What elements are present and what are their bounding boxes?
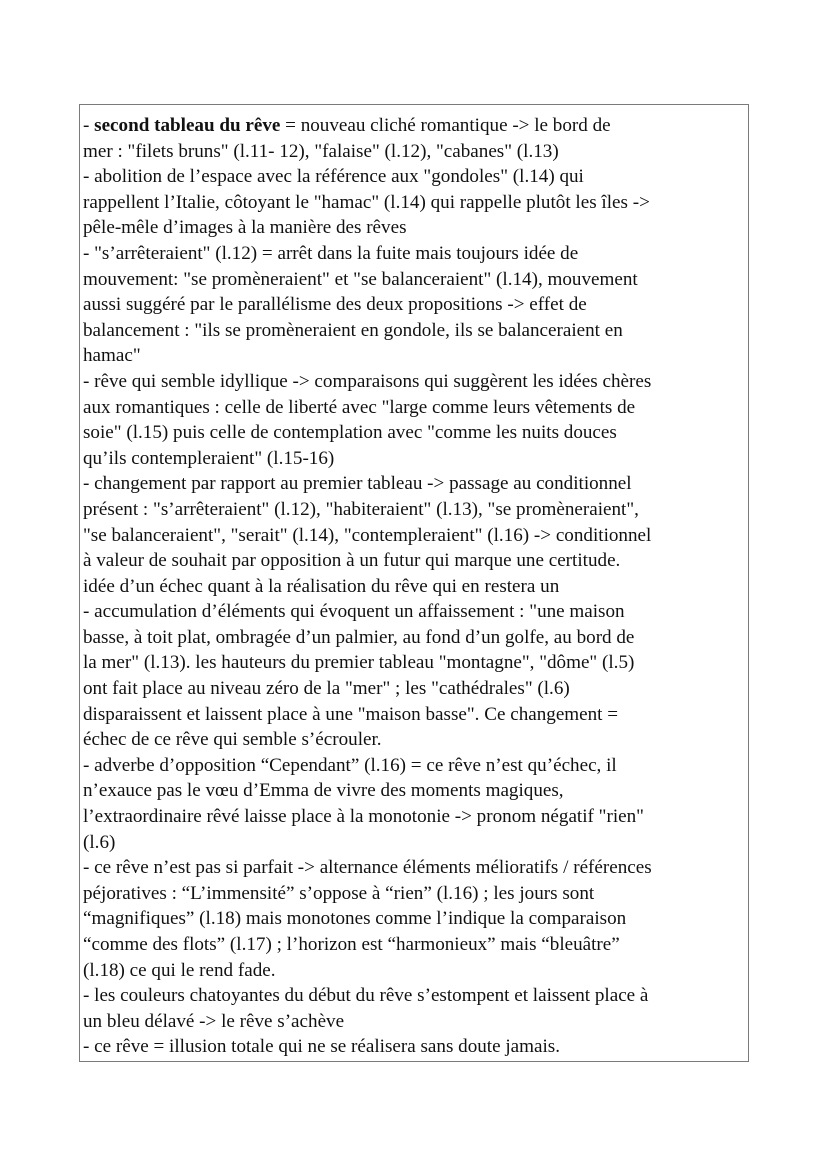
- text-line: - abolition de l’espace avec la référence aux "gondoles" (l.14) qui: [83, 166, 584, 188]
- text-line: "se balanceraient", "serait" (l.14), "contempleraient" (l.16) -> conditionnel: [83, 524, 652, 546]
- text-line: péjoratives : “L’immensité” s’oppose à “rien” (l.16) ; les jours sont: [83, 882, 595, 904]
- text-line: (l.18) ce qui le rend fade.: [83, 959, 276, 981]
- text-line: [83, 113, 745, 139]
- text-line: aussi suggéré par le parallélisme des deux propositions -> effet de: [83, 294, 587, 316]
- text-line: n’exauce pas le vœu d’Emma de vivre des moments magiques,: [83, 780, 564, 802]
- text-line: basse, à toit plat, ombragée d’un palmier, au fond d’un golfe, au bord de: [83, 626, 635, 648]
- text-line: balancement : "ils se promèneraient en gondole, ils se balanceraient en: [83, 319, 623, 341]
- text-line: la mer" (l.13). les hauteurs du premier tableau "montagne", "dôme" (l.5): [83, 652, 635, 674]
- text-line: - accumulation d’éléments qui évoquent un affaissement : "une maison: [83, 601, 625, 623]
- text-line: idée d’un échec quant à la réalisation du rêve qui en restera un: [83, 575, 560, 597]
- text-line: rappellent l’Italie, côtoyant le "hamac" (l.14) qui rappelle plutôt les îles ->: [83, 191, 650, 213]
- dash: -: [83, 115, 95, 136]
- text-line: - "s’arrêteraient" (l.12) = arrêt dans la fuite mais toujours idée de: [83, 242, 579, 264]
- text-line: - changement par rapport au premier tableau -> passage au conditionnel: [83, 473, 632, 495]
- text-line: disparaissent et laissent place à une "maison basse". Ce changement =: [83, 703, 619, 725]
- text-line: échec de ce rêve qui semble s’écrouler.: [83, 729, 382, 751]
- text-line: - ce rêve = illusion totale qui ne se réalisera sans doute jamais.: [83, 1036, 561, 1058]
- text-line: “comme des flots” (l.17) ; l’horizon est “harmonieux” mais “bleuâtre”: [83, 934, 620, 955]
- bold-heading: second tableau du rêve: [94, 115, 281, 136]
- text-line: qu’ils contempleraient" (l.15-16): [83, 447, 335, 469]
- text-line: ont fait place au niveau zéro de la "mer" ; les "cathédrales" (l.6): [83, 678, 570, 700]
- text-line: (l.6): [83, 831, 116, 853]
- text-line: mouvement: "se promèneraient" et "se balanceraient" (l.14), mouvement: [83, 268, 638, 290]
- text-line: l’extraordinaire rêvé laisse place à la monotonie -> pronom négatif "rien": [83, 806, 644, 828]
- heading-continuation: = nouveau cliché romantique -> le bord de: [280, 115, 611, 136]
- text-line: aux romantiques : celle de liberté avec "large comme leurs vêtements de: [83, 396, 636, 418]
- text-line: - adverbe d’opposition “Cependant” (l.16) = ce rêve n’est qu’échec, il: [83, 754, 617, 776]
- text-line: mer : "filets bruns" (l.11- 12), "falaise" (l.12), "cabanes" (l.13): [83, 140, 559, 162]
- text-line: - ce rêve n’est pas si parfait -> alternance éléments mélioratifs / références: [83, 857, 652, 879]
- text-line: à valeur de souhait par opposition à un futur qui marque une certitude.: [83, 550, 621, 572]
- text-line: - rêve qui semble idyllique -> comparaisons qui suggèrent les idées chères: [83, 370, 652, 392]
- text-line: “magnifiques” (l.18) mais monotones comme l’indique la comparaison: [83, 908, 627, 930]
- text-line: pêle-mêle d’images à la manière des rêves: [83, 217, 407, 239]
- text-line: hamac": [83, 345, 141, 367]
- text-line: présent : "s’arrêteraient" (l.12), "habiteraient" (l.13), "se promèneraient",: [83, 498, 639, 520]
- text-line: - les couleurs chatoyantes du début du rêve s’estompent et laissent place à: [83, 985, 649, 1007]
- text-line: soie" (l.15) puis celle de contemplation avec "comme les nuits douces: [83, 422, 617, 444]
- text-line: un bleu délavé -> le rêve s’achève: [83, 1010, 345, 1032]
- text-box: [79, 104, 749, 1062]
